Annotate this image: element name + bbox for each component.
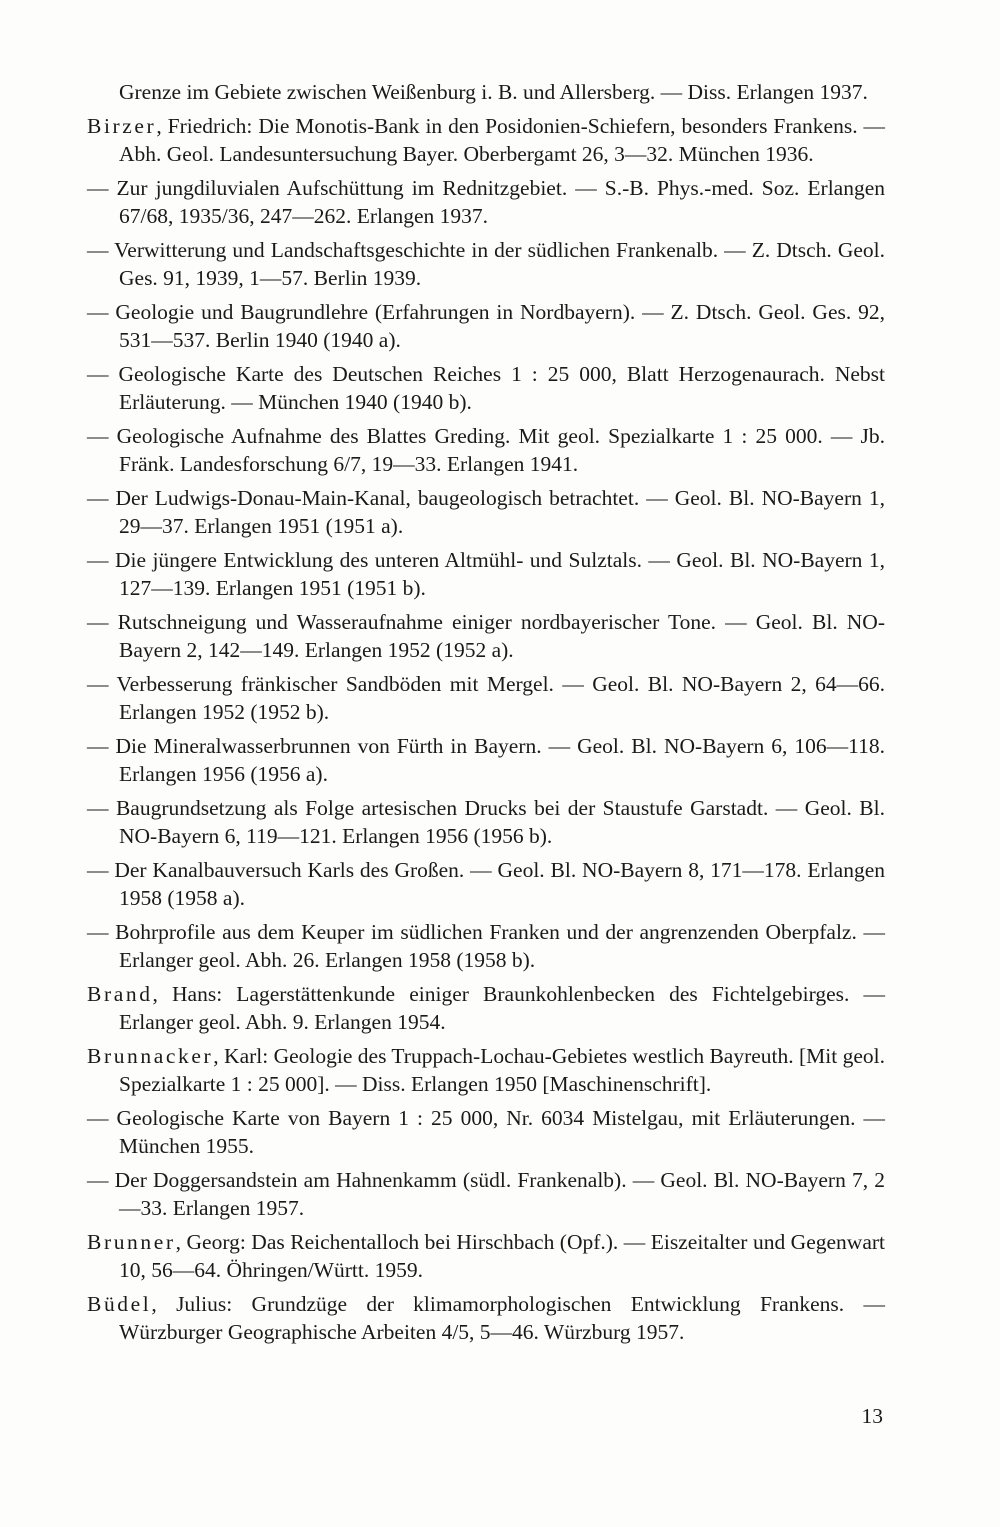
bibliography-entry <box>87 112 885 168</box>
bibliography-entry <box>87 1042 885 1098</box>
bibliography-entry <box>87 78 885 106</box>
bibliography-entry <box>87 484 885 540</box>
bibliography-entry <box>87 422 885 478</box>
page-number: 13 <box>861 1404 883 1428</box>
bibliography-entry <box>87 794 885 850</box>
bibliography-entry <box>87 1228 885 1284</box>
bibliography-entry <box>87 1104 885 1160</box>
entry-text: , Karl: Geologie des Truppach-Lochau-Gebietes westlich Bayreuth. [Mit geol. Spezialkarte 1 : 25 000]. — Diss. Erlangen 1950 [Maschinenschrift]. <box>119 1044 886 1096</box>
bibliography-entry <box>87 236 885 292</box>
bibliography-list <box>87 78 885 1352</box>
entry-text: — Die jüngere Entwicklung des unteren Altmühl- und Sulztals. — Geol. Bl. NO-Bayern 1, 127—139. Erlangen 1951 (1951 b). <box>87 548 885 600</box>
entry-text: — Zur jungdiluvialen Aufschüttung im Rednitzgebiet. — S.-B. Phys.-med. Soz. Erlangen 67/68, 1935/36, 247—262. Erlangen 1937. <box>87 176 885 228</box>
entry-text: — Geologie und Baugrundlehre (Erfahrungen in Nordbayern). — Z. Dtsch. Geol. Ges. 92, 531—537. Berlin 1940 (1940 a). <box>87 300 885 352</box>
bibliography-entry <box>87 546 885 602</box>
entry-text: — Verwitterung und Landschaftsgeschichte in der südlichen Frankenalb. — Z. Dtsch. Geol. Ges. 91, 1939, 1—57. Berlin 1939. <box>87 238 885 290</box>
entry-text: , Friedrich: Die Monotis-Bank in den Posidonien-Schiefern, besonders Frankens. — Abh. Geol. Landesuntersuchung Bayer. Oberbergamt 26, 3—32. München 1936. <box>119 114 885 166</box>
bibliography-entry <box>87 608 885 664</box>
bibliography-entry <box>87 732 885 788</box>
entry-author: Birzer <box>87 114 157 138</box>
entry-text: , Georg: Das Reichentalloch bei Hirschbach (Opf.). — Eiszeitalter und Gegenwart 10, 56—64. Öhringen/Württ. 1959. <box>119 1230 885 1282</box>
entry-text: Grenze im Gebiete zwischen Weißenburg i. B. und Allersberg. — Diss. Erlangen 1937. <box>119 80 868 104</box>
entry-author: Brunnacker <box>87 1044 214 1068</box>
entry-author: Brand <box>87 982 153 1006</box>
bibliography-entry <box>87 1290 885 1346</box>
entry-author: Brunner <box>87 1230 176 1254</box>
entry-text: — Der Kanalbauversuch Karls des Großen. — Geol. Bl. NO-Bayern 8, 171—178. Erlangen 1958 (1958 a). <box>87 858 885 910</box>
entry-text: , Hans: Lagerstättenkunde einiger Braunkohlenbecken des Fichtelgebirges. — Erlanger geol. Abh. 9. Erlangen 1954. <box>119 982 885 1034</box>
entry-text: — Der Ludwigs-Donau-Main-Kanal, baugeologisch betrachtet. — Geol. Bl. NO-Bayern 1, 29—37. Erlangen 1951 (1951 a). <box>87 486 885 538</box>
entry-text: — Die Mineralwasserbrunnen von Fürth in Bayern. — Geol. Bl. NO-Bayern 6, 106—118. Erlangen 1956 (1956 a). <box>87 734 885 786</box>
bibliography-entry <box>87 360 885 416</box>
bibliography-entry <box>87 670 885 726</box>
entry-text: — Baugrundsetzung als Folge artesischen Drucks bei der Staustufe Garstadt. — Geol. Bl. NO-Bayern 6, 119—121. Erlangen 1956 (1956 b). <box>87 796 885 848</box>
entry-text: — Rutschneigung und Wasseraufnahme einiger nordbayerischer Tone. — Geol. Bl. NO-Bayern 2, 142—149. Erlangen 1952 (1952 a). <box>87 610 885 662</box>
bibliography-entry <box>87 918 885 974</box>
bibliography-entry <box>87 856 885 912</box>
entry-text: — Geologische Karte von Bayern 1 : 25 000, Nr. 6034 Mistelgau, mit Erläuterungen. — München 1955. <box>87 1106 885 1158</box>
entry-text: — Der Doggersandstein am Hahnenkamm (südl. Frankenalb). — Geol. Bl. NO-Bayern 7, 2—33. Erlangen 1957. <box>87 1168 885 1220</box>
entry-text: — Geologische Karte des Deutschen Reiches 1 : 25 000, Blatt Herzogenaurach. Nebst Erläuterung. — München 1940 (1940 b). <box>87 362 885 414</box>
entry-text: — Verbesserung fränkischer Sandböden mit Mergel. — Geol. Bl. NO-Bayern 2, 64—66. Erlangen 1952 (1952 b). <box>87 672 885 724</box>
bibliography-entry <box>87 174 885 230</box>
entry-text: , Julius: Grundzüge der klimamorphologischen Entwicklung Frankens. — Würzburger Geographische Arbeiten 4/5, 5—46. Würzburg 1957. <box>119 1292 885 1344</box>
entry-text: — Geologische Aufnahme des Blattes Greding. Mit geol. Spezialkarte 1 : 25 000. — Jb. Fränk. Landesforschung 6/7, 19—33. Erlangen 1941. <box>87 424 885 476</box>
bibliography-entry <box>87 1166 885 1222</box>
bibliography-entry <box>87 980 885 1036</box>
entry-author: Büdel <box>87 1292 152 1316</box>
bibliography-entry <box>87 298 885 354</box>
entry-text: — Bohrprofile aus dem Keuper im südlichen Franken und der angrenzenden Oberpfalz. — Erlanger geol. Abh. 26. Erlangen 1958 (1958 b). <box>87 920 885 972</box>
